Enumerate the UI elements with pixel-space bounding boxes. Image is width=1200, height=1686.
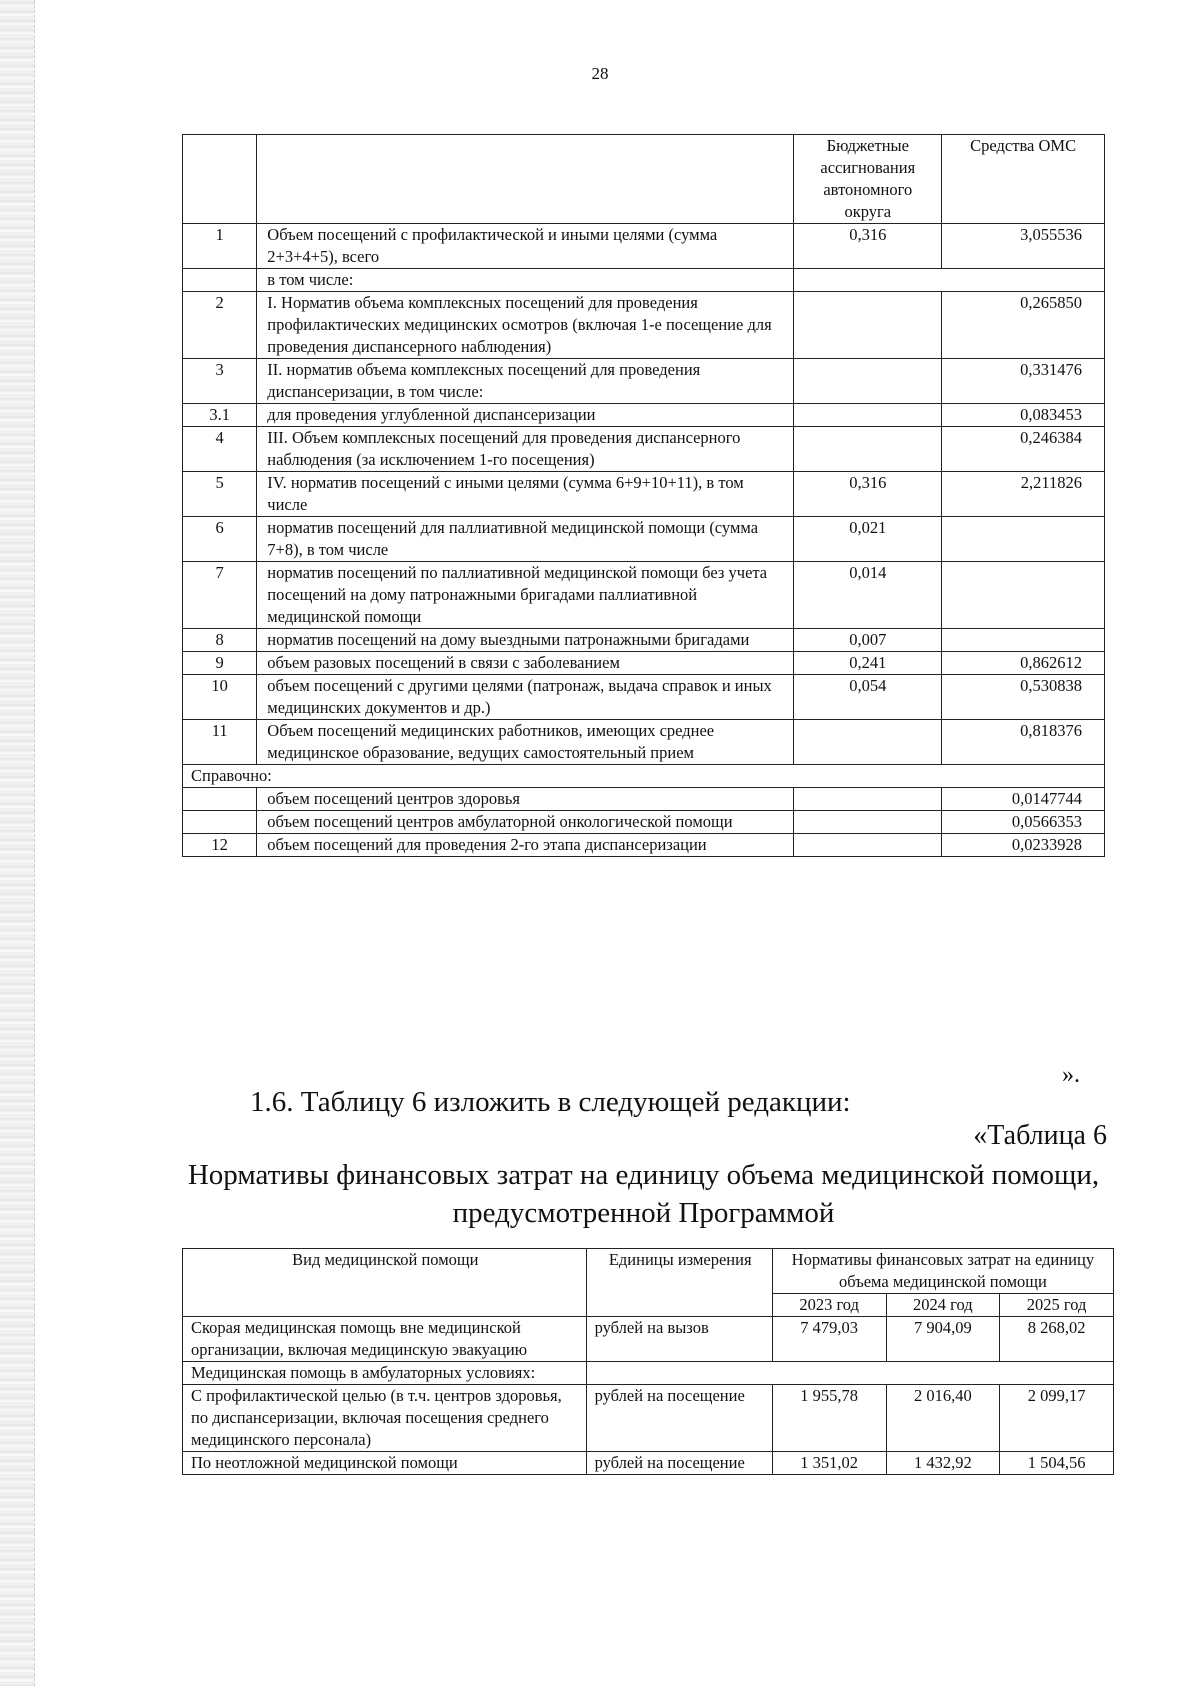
row-description: II. норматив объема комплексных посещений для проведения диспансеризации, в том числе: — [257, 359, 794, 404]
kind-cell: По неотложной медицинской помощи — [183, 1452, 587, 1475]
table-row — [183, 292, 1105, 359]
table-row — [183, 404, 1105, 427]
row-description: в том числе: — [257, 269, 794, 292]
oms-value — [942, 517, 1105, 562]
budget-value: 0,054 — [794, 675, 942, 720]
table-title-line: Нормативы финансовых затрат на единицу объема медицинской помощи, — [187, 1159, 1100, 1191]
row-number: 4 — [183, 427, 257, 472]
row-merged-empty — [794, 269, 1105, 292]
value-cell: 8 268,02 — [1000, 1317, 1114, 1362]
table-row — [183, 811, 1105, 834]
unit-cell: рублей на посещение — [586, 1452, 772, 1475]
value-cell: 1 955,78 — [772, 1385, 886, 1452]
reference-row — [183, 765, 1105, 788]
unit-cell: рублей на посещение — [586, 1385, 772, 1452]
oms-value: 3,055536 — [942, 224, 1105, 269]
row-number: 9 — [183, 652, 257, 675]
oms-value: 0,265850 — [942, 292, 1105, 359]
budget-value: 0,241 — [794, 652, 942, 675]
value-cell: 1 351,02 — [772, 1452, 886, 1475]
row-number: 10 — [183, 675, 257, 720]
budget-value — [794, 788, 942, 811]
table-title-line: предусмотренной Программой — [452, 1197, 835, 1229]
table-row — [183, 1452, 1114, 1475]
section-empty-cell — [586, 1362, 1113, 1385]
table-row — [183, 472, 1105, 517]
budget-value: 0,007 — [794, 629, 942, 652]
oms-value: 2,211826 — [942, 472, 1105, 517]
value-cell: 1 504,56 — [1000, 1452, 1114, 1475]
header-year: 2024 год — [886, 1294, 1000, 1317]
value-cell: 2 016,40 — [886, 1385, 1000, 1452]
page-number: 28 — [591, 64, 609, 83]
value-cell: 7 904,09 — [886, 1317, 1000, 1362]
value-cell: 1 432,92 — [886, 1452, 1000, 1475]
row-number: 6 — [183, 517, 257, 562]
table-section-row — [183, 1362, 1114, 1385]
budget-value — [794, 427, 942, 472]
row-description: для проведения углубленной диспансеризации — [257, 404, 794, 427]
value-cell: 2 099,17 — [1000, 1385, 1114, 1452]
table-header-row — [183, 1249, 1114, 1294]
table-row — [183, 788, 1105, 811]
row-number: 3.1 — [183, 404, 257, 427]
budget-value: 0,014 — [794, 562, 942, 629]
oms-value: 0,331476 — [942, 359, 1105, 404]
oms-value: 0,818376 — [942, 720, 1105, 765]
table-label: «Таблица 6 — [973, 1120, 1107, 1151]
reference-table-body — [183, 788, 1105, 857]
budget-value — [794, 811, 942, 834]
header-desc-cell — [257, 135, 794, 224]
row-number: 3 — [183, 359, 257, 404]
header-budget: Бюджетные ассигнования автономного округа — [794, 135, 942, 224]
section-cell: Медицинская помощь в амбулаторных условиях: — [183, 1362, 587, 1385]
unit-cell: рублей на вызов — [586, 1317, 772, 1362]
budget-value — [794, 404, 942, 427]
row-description: Объем посещений медицинских работников, имеющих среднее медицинское образование, ведущих самостоятельный прием — [257, 720, 794, 765]
row-description: IV. норматив посещений с иными целями (сумма 6+9+10+11), в том числе — [257, 472, 794, 517]
header-year: 2023 год — [772, 1294, 886, 1317]
table-row — [183, 720, 1105, 765]
row-description: I. Норматив объема комплексных посещений для проведения профилактических медицинских осмотров (включая 1-е посещение для проведения диспансерного наблюдения) — [257, 292, 794, 359]
table-row — [183, 629, 1105, 652]
row-number: 5 — [183, 472, 257, 517]
row-description: III. Объем комплексных посещений для проведения диспансерного наблюдения (за исключением 1-го посещения) — [257, 427, 794, 472]
row-number — [183, 811, 257, 834]
table-row — [183, 675, 1105, 720]
table-row — [183, 1317, 1114, 1362]
budget-value — [794, 292, 942, 359]
header-unit: Единицы измерения — [586, 1249, 772, 1317]
row-description: норматив посещений по паллиативной медицинской помощи без учета посещений на дому патронажными бригадами паллиативной медицинской помощи — [257, 562, 794, 629]
table-row — [183, 359, 1105, 404]
table-row — [183, 652, 1105, 675]
table-row — [183, 427, 1105, 472]
row-description: Объем посещений с профилактической и иными целями (сумма 2+3+4+5), всего — [257, 224, 794, 269]
scan-edge — [0, 0, 35, 1686]
table-row — [183, 517, 1105, 562]
row-number: 1 — [183, 224, 257, 269]
row-number: 11 — [183, 720, 257, 765]
oms-value: 0,0566353 — [942, 811, 1105, 834]
financial-norms-table — [182, 1248, 1114, 1475]
oms-value: 0,0233928 — [942, 834, 1105, 857]
budget-value — [794, 834, 942, 857]
budget-value — [794, 359, 942, 404]
row-description: норматив посещений для паллиативной медицинской помощи (сумма 7+8), в том числе — [257, 517, 794, 562]
oms-value: 0,862612 — [942, 652, 1105, 675]
table-title — [182, 1156, 1105, 1232]
table-row — [183, 1385, 1114, 1452]
row-description: объем разовых посещений в связи с заболеванием — [257, 652, 794, 675]
oms-value — [942, 629, 1105, 652]
row-number: 12 — [183, 834, 257, 857]
row-number — [183, 788, 257, 811]
table-row — [183, 834, 1105, 857]
row-description: объем посещений центров здоровья — [257, 788, 794, 811]
kind-cell: Скорая медицинская помощь вне медицинской организации, включая медицинскую эвакуацию — [183, 1317, 587, 1362]
row-description: объем посещений для проведения 2-го этапа диспансеризации — [257, 834, 794, 857]
visits-table-body — [183, 224, 1105, 765]
value-cell: 7 479,03 — [772, 1317, 886, 1362]
closing-quote: ». — [1062, 1062, 1080, 1088]
budget-value: 0,316 — [794, 224, 942, 269]
oms-value: 0,0147744 — [942, 788, 1105, 811]
header-norm: Нормативы финансовых затрат на единицу объема медицинской помощи — [772, 1249, 1113, 1294]
kind-cell: С профилактической целью (в т.ч. центров здоровья, по диспансеризации, включая посещения среднего медицинского персонала) — [183, 1385, 587, 1452]
budget-value: 0,316 — [794, 472, 942, 517]
row-number — [183, 269, 257, 292]
row-number: 8 — [183, 629, 257, 652]
budget-value — [794, 720, 942, 765]
visits-volume-table — [182, 134, 1105, 857]
row-number: 7 — [183, 562, 257, 629]
header-num-cell — [183, 135, 257, 224]
table-row — [183, 562, 1105, 629]
reference-label: Справочно: — [183, 765, 1105, 788]
budget-value: 0,021 — [794, 517, 942, 562]
table-row — [183, 224, 1105, 269]
oms-value: 0,246384 — [942, 427, 1105, 472]
header-year: 2025 год — [1000, 1294, 1114, 1317]
oms-value: 0,083453 — [942, 404, 1105, 427]
header-kind: Вид медицинской помощи — [183, 1249, 587, 1317]
row-description: норматив посещений на дому выездными патронажными бригадами — [257, 629, 794, 652]
oms-value — [942, 562, 1105, 629]
row-number: 2 — [183, 292, 257, 359]
header-oms: Средства ОМС — [942, 135, 1105, 224]
oms-value: 0,530838 — [942, 675, 1105, 720]
table-header-row — [183, 135, 1105, 224]
row-description: объем посещений с другими целями (патронаж, выдача справок и иных медицинских документов и др.) — [257, 675, 794, 720]
instruction-text: 1.6. Таблицу 6 изложить в следующей редакции: — [250, 1086, 851, 1118]
table-row — [183, 269, 1105, 292]
row-description: объем посещений центров амбулаторной онкологической помощи — [257, 811, 794, 834]
